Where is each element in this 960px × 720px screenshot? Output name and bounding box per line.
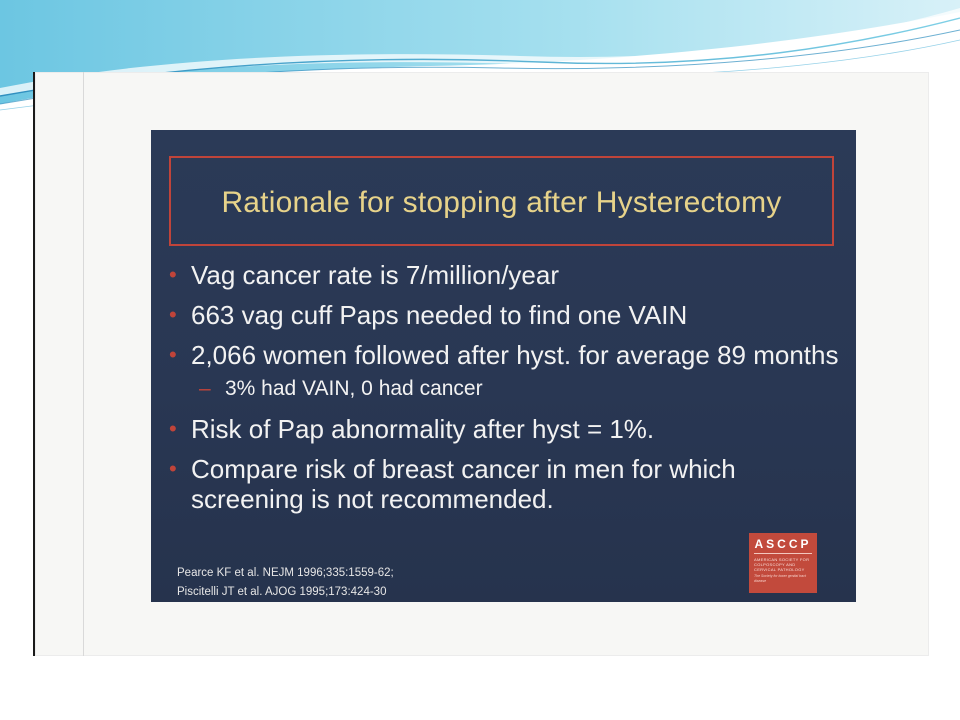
sub-list-item [163, 376, 843, 402]
bullet-text: 663 vag cuff Paps needed to find one VAIN [191, 300, 688, 330]
bullet-text: 2,066 women followed after hyst. for average 89 months [191, 340, 839, 370]
round-bullet-icon: • [169, 302, 177, 327]
sub-bullet-text: 3% had VAIN, 0 had cancer [225, 377, 483, 400]
list-item [163, 454, 843, 514]
bullet-list [163, 260, 843, 524]
list-item [163, 260, 843, 290]
reference-line: Pearce KF et al. NEJM 1996;335:1559-62; [177, 567, 394, 579]
title-frame [169, 156, 834, 246]
slide-title: Rationale for stopping after Hysterectomy [221, 186, 782, 219]
references [177, 564, 394, 602]
list-item [163, 300, 843, 330]
logo-tagline: The Society for lower genital tract disease [754, 574, 806, 583]
sheet-fold-line [83, 72, 84, 656]
asccp-logo [749, 533, 817, 593]
round-bullet-icon: • [169, 456, 177, 481]
slide-panel [151, 130, 856, 602]
bullet-text: Vag cancer rate is 7/million/year [191, 260, 560, 290]
round-bullet-icon: • [169, 262, 177, 287]
bullet-text: Risk of Pap abnormality after hyst = 1%. [191, 414, 655, 444]
en-dash-icon: – [199, 377, 211, 400]
bullet-text: Compare risk of breast cancer in men for which screening is not recommended. [191, 454, 736, 514]
logo-letters: ASCCP [754, 537, 812, 554]
list-item [163, 340, 843, 370]
list-item [163, 414, 843, 444]
logo-society-name: AMERICAN SOCIETY FOR COLPOSCOPY AND CERVICAL PATHOLOGY [754, 557, 810, 572]
round-bullet-icon: • [169, 416, 177, 441]
round-bullet-icon: • [169, 342, 177, 367]
reference-line: Piscitelli JT et al. AJOG 1995;173:424-30 [177, 586, 387, 598]
